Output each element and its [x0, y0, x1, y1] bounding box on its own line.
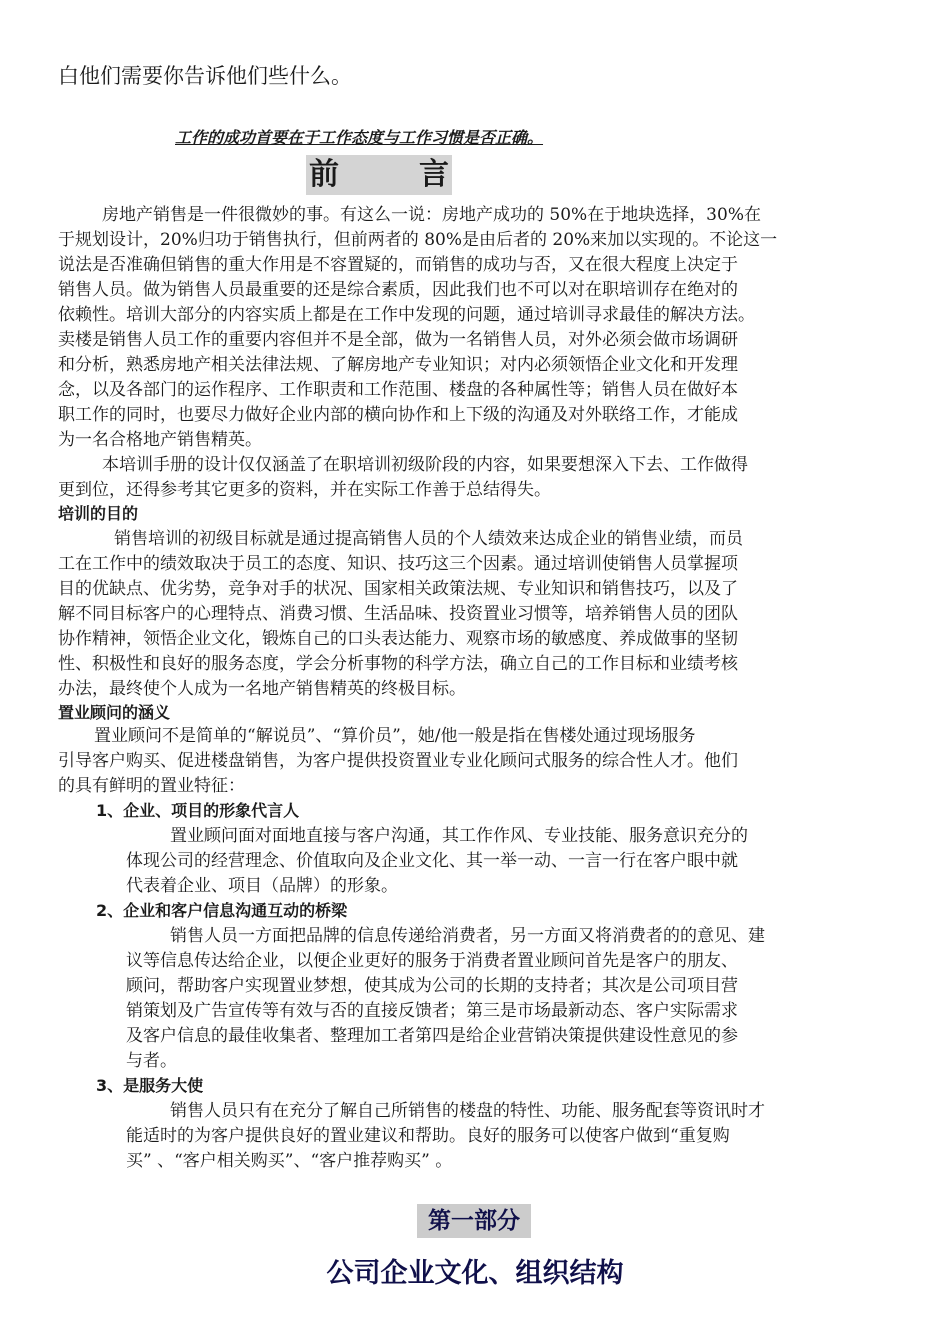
intro-line: 销售人员。做为销售人员最重要的还是综合素质，因此我们也不可以对在职培训存在绝对的: [58, 280, 738, 300]
purpose-line: 办法，最终使个人成为一名地产销售精英的终极目标。: [58, 679, 466, 699]
intro-line: 说法是否准确但销售的重大作用是不容置疑的，而销售的成功与否，又在很大程度上决定于: [58, 255, 738, 275]
item-number: 1、: [96, 801, 124, 820]
section-heading-consultant: 置业顾问的涵义: [58, 703, 171, 722]
consultant-line: 引导客户购买、促进楼盘销售，为客户提供投资置业专业化顾问式服务的综合性人才。他们: [58, 751, 738, 771]
purpose-line: 协作精神，领悟企业文化，锻炼自己的口头表达能力、观察市场的敏感度、养成做事的坚韧: [58, 629, 738, 649]
consultant-line: 置业顾问不是简单的“解说员”、“算价员”，她/他一般是指在售楼处通过现场服务: [94, 726, 696, 746]
item-title: 是服务大使: [123, 1076, 204, 1095]
preface-char-left: 前: [309, 157, 339, 192]
item-number: 2、: [96, 901, 124, 920]
continuation-line: 白他们需要你告诉他们些什么。: [58, 64, 352, 88]
preface-char-right: 言: [419, 157, 449, 192]
intro-line: 房地产销售是一件很微妙的事。有这么一说：房地产成功的 50%在于地块选择，30%在: [102, 205, 761, 225]
item-heading-3: [96, 1074, 203, 1098]
item-2-line: 及客户信息的最佳收集者、整理加工者第四是给企业营销决策提供建设性意见的参: [126, 1026, 738, 1046]
item-1-line: 代表着企业、项目（品牌）的形象。: [126, 876, 398, 896]
item-2-line: 议等信息传达给企业，以便企业更好的服务于消费者置业顾问首先是客户的朋友、: [126, 951, 738, 971]
item-3-line: 能适时的为客户提供良好的置业建议和帮助。良好的服务可以使客户做到“重复购: [126, 1126, 730, 1146]
intro-line: 依赖性。培训大部分的内容实质上都是在工作中发现的问题，通过培训寻求最佳的解决方法。: [58, 305, 755, 325]
intro-line: 于规划设计，20%归功于销售执行，但前两者的 80%是由后者的 20%来加以实现的。不论这一: [58, 230, 778, 250]
item-3-line: 销售人员只有在充分了解自己所销售的楼盘的特性、功能、服务配套等资讯时才: [170, 1101, 765, 1121]
purpose-line: 工在工作中的绩效取决于员工的态度、知识、技巧这三个因素。通过培训使销售人员掌握项: [58, 554, 738, 574]
item-2-line: 销策划及广告宣传等有效与否的直接反馈者；第三是市场最新动态、客户实际需求: [126, 1001, 738, 1021]
purpose-line: 目的优缺点、优劣势，竞争对手的状况、国家相关政策法规、专业知识和销售技巧，以及了: [58, 579, 738, 599]
item-heading-1: [96, 799, 299, 823]
purpose-line: 解不同目标客户的心理特点、消费习惯、生活品味、投资置业习惯等，培养销售人员的团队: [58, 604, 738, 624]
motto-line: 工作的成功首要在于工作态度与工作习惯是否正确。: [175, 128, 544, 147]
item-title: 企业和客户信息沟通互动的桥梁: [123, 901, 348, 920]
part-title: 公司企业文化、组织结构: [326, 1258, 624, 1289]
preface-heading: [306, 155, 452, 195]
item-2-line: 销售人员一方面把品牌的信息传递给消费者，另一方面又将消费者的的意见、建: [170, 926, 765, 946]
item-1-line: 置业顾问面对面地直接与客户沟通，其工作作风、专业技能、服务意识充分的: [170, 826, 748, 846]
intro-line: 为一名合格地产销售精英。: [58, 430, 262, 450]
consultant-line: 的具有鲜明的置业特征：: [58, 776, 245, 796]
item-1-line: 体现公司的经营理念、价值取向及企业文化、其一举一动、一言一行在客户眼中就: [126, 851, 738, 871]
item-heading-2: [96, 899, 347, 923]
intro-line: 卖楼是销售人员工作的重要内容但并不是全部，做为一名销售人员，对外必须会做市场调研: [58, 330, 738, 350]
item-3-line: 买” 、“客户相关购买”、“客户推荐购买” 。: [126, 1151, 453, 1171]
item-2-line: 与者。: [126, 1051, 177, 1071]
purpose-line: 销售培训的初级目标就是通过提高销售人员的个人绩效来达成企业的销售业绩，而员: [114, 529, 743, 549]
item-2-line: 顾问，帮助客户实现置业梦想，使其成为公司的长期的支持者；其次是公司项目营: [126, 976, 738, 996]
item-title: 企业、项目的形象代言人: [123, 801, 300, 820]
intro-line: 职工作的同时，也要尽力做好企业内部的横向协作和上下级的沟通及对外联络工作，才能成: [58, 405, 738, 425]
item-number: 3、: [96, 1076, 124, 1095]
intro-line: 本培训手册的设计仅仅涵盖了在职培训初级阶段的内容，如果要想深入下去、工作做得: [102, 455, 748, 475]
section-heading-purpose: 培训的目的: [58, 504, 139, 523]
intro-line: 更到位，还得参考其它更多的资料，并在实际工作善于总结得失。: [58, 480, 551, 500]
purpose-line: 性、积极性和良好的服务态度，学会分析事物的科学方法，确立自己的工作目标和业绩考核: [58, 654, 738, 674]
intro-line: 念，以及各部门的运作程序、工作职责和工作范围、楼盘的各种属性等；销售人员在做好本: [58, 380, 738, 400]
part-label: 第一部分: [417, 1204, 531, 1238]
intro-line: 和分析，熟悉房地产相关法律法规、了解房地产专业知识；对内必须领悟企业文化和开发理: [58, 355, 738, 375]
